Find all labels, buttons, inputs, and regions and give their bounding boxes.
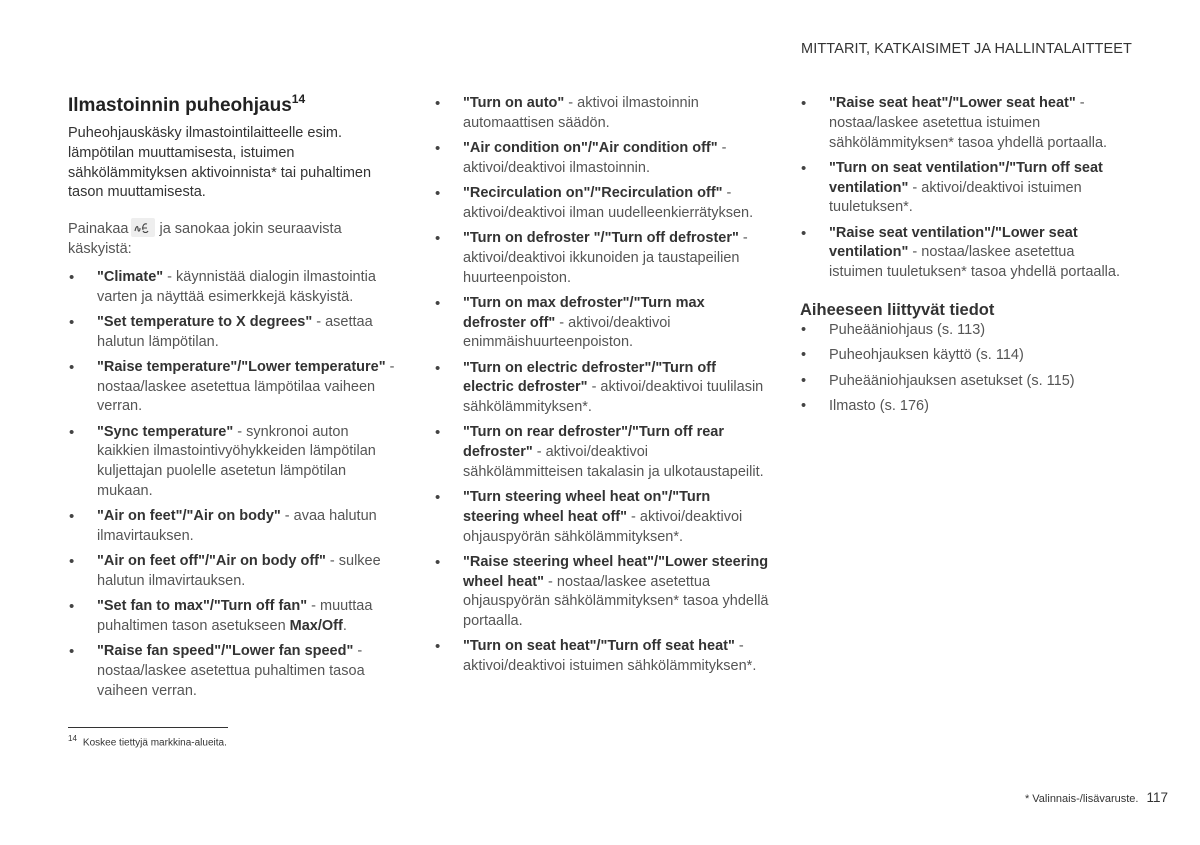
command-item [434,553,770,632]
command-item [434,294,770,353]
command-description: - nostaa/laskee asetettua puhaltimen tasoa vaiheen verran. [97,643,365,699]
command-item [68,313,400,353]
command-phrase: "Raise seat ventilation"/"Lower seat ventilation" [829,224,1078,261]
command-item [68,268,400,308]
page-footer [1025,790,1168,805]
optional-equipment-note: * Valinnais-/lisävaruste. [1024,793,1139,805]
command-list-1 [68,268,400,702]
column-2 [434,94,770,682]
command-description: - aktivoi/deaktivoi istuimen sähkölämmityksen*. [463,638,757,675]
command-description: - aktivoi/deaktivoi istuimen tuuletuksen*. [829,179,1082,216]
command-phrase: "Set fan to max"/"Turn off fan" [97,598,308,615]
command-phrase: "Climate" [97,268,164,285]
related-title: Aiheeseen liittyvät tiedot [800,300,995,319]
command-description: - muuttaa puhaltimen tason asetukseen [97,598,373,634]
command-phrase: "Turn steering wheel heat on"/"Turn steering wheel heat off" [463,489,711,525]
command-description: - nostaa/laskee asetettua ohjauspyörän sähkölämmityksen* tasoa yhdellä portaalla. [463,573,769,630]
command-item [434,359,770,418]
related-link[interactable]: • Puheohjauksen käyttö (s. 114) [800,346,1130,372]
command-description: - nostaa/laskee asetettua istuimen sähkölämmityksen* tasoa yhdellä portaalla. [829,95,1108,151]
command-description: - aktivoi/deaktivoi ilmastoinnin. [463,139,727,176]
command-item [434,139,770,179]
command-phrase: "Turn on rear defroster"/"Turn off rear defroster" [463,424,724,461]
command-item [434,184,770,224]
lead-after-icon: ja sanokaa jokin seuraavista käskyistä: [68,221,342,257]
section-title-text: Ilmastoinnin puheohjaus [68,95,292,116]
command-phrase: "Set temperature to X degrees" [97,313,313,330]
command-phrase: "Turn on seat heat"/"Turn off seat heat" [463,638,735,655]
related-list [800,321,1130,423]
command-list-2 [434,94,770,677]
command-item [68,358,400,417]
command-item [68,507,400,547]
column-3 [800,94,1130,423]
command-item [800,94,1130,153]
footnote-ref[interactable]: 14 [291,92,306,106]
command-description: - aktivoi/deaktivoi ilman uudelleenkierrätyksen. [463,184,754,221]
command-description: - aktivoi/deaktivoi enimmäishuurteenpoiston. [463,314,671,351]
command-list-3 [800,94,1130,283]
command-item [434,94,770,134]
footnote-number: 14 [68,734,77,743]
command-item [800,224,1130,283]
lead-before-icon: Painakaa [68,221,129,238]
footnote [68,734,227,748]
section-title [68,94,400,118]
command-description: - avaa halutun ilmavirtauksen. [97,508,377,544]
command-description: - aktivoi ilmastoinnin automaattisen säädön. [463,95,699,131]
command-phrase: "Recirculation on"/"Recirculation off" [463,184,723,201]
command-phrase: "Turn on max defroster"/"Turn max defroster off" [463,294,705,331]
command-setting: Max/Off [289,617,343,634]
command-phrase: "Air on feet off"/"Air on body off" [97,553,326,570]
column-1 [68,94,400,707]
command-description: - nostaa/laskee asetettua istuimen tuuletuksen* tasoa yhdellä portaalla. [829,244,1120,281]
running-header: MITTARIT, KATKAISIMET JA HALLINTALAITTEET [801,41,1132,57]
command-item [434,423,770,482]
command-phrase: "Air on feet"/"Air on body" [97,508,281,525]
related-link[interactable]: • Puheääniohjaus (s. 113) [800,321,1130,347]
command-phrase: "Raise seat heat"/"Lower seat heat" [829,95,1076,111]
command-item [68,597,400,637]
command-description: - käynnistää dialogin ilmastointia varten ja näyttää esimerkkejä käskyistä. [97,268,376,305]
command-phrase: "Sync temperature" [97,423,234,440]
intro-paragraph: Puheohjauskäsky ilmastointilaitteelle esim. lämpötilan muuttamisesta, istuimen sähkölämmityksen aktivoinnista* tai puhaltimen tason muuttamisesta. [68,125,372,201]
command-phrase: "Turn on electric defroster"/"Turn off electric defroster" [463,359,716,396]
lead-paragraph [68,218,400,260]
command-item [434,229,770,288]
command-description: - aktivoi/deaktivoi ikkunoiden ja taustapeilien huurteenpoiston. [463,229,748,286]
related-link[interactable]: • Ilmasto (s. 176) [800,397,1130,423]
command-description: - asettaa halutun lämpötilan. [97,313,373,350]
command-description: - synkronoi auton kaikkien ilmastointivyöhykkeiden lämpötilan kuljettajan puolelle asetetun lämpötilan mukaan. [97,423,376,499]
command-tail: . [342,617,347,634]
command-description: - aktivoi/deaktivoi tuulilasin sähkölämmityksen*. [463,379,764,416]
command-description: - sulkee halutun ilmavirtauksen. [97,553,381,589]
command-description: - aktivoi/deaktivoi ohjauspyörän sähkölämmityksen*. [463,508,743,545]
command-item [800,159,1130,218]
command-item [434,488,770,547]
command-phrase: "Air condition on"/"Air condition off" [463,139,718,156]
command-description: - nostaa/laskee asetettua lämpötilaa vaiheen verran. [97,358,395,415]
command-phrase: "Turn on auto" [463,95,565,111]
command-description: - aktivoi/deaktivoi sähkölämmitteisen takalasin ja ulkotaustapeilit. [463,444,764,480]
command-item [68,552,400,592]
footnote-rule [68,727,228,728]
page-number: 117 [1146,790,1168,805]
command-phrase: "Raise steering wheel heat"/"Lower steering wheel heat" [463,553,769,590]
command-phrase: "Turn on seat ventilation"/"Turn off seat ventilation" [829,159,1103,196]
command-phrase: "Turn on defroster "/"Turn off defroster" [463,229,739,246]
related-link[interactable]: • Puheääniohjauksen asetukset (s. 115) [800,372,1130,398]
voice-control-icon [131,218,155,237]
command-item [68,642,400,701]
command-phrase: "Raise fan speed"/"Lower fan speed" [97,643,354,660]
command-phrase: "Raise temperature"/"Lower temperature" [97,358,386,375]
footnote-text: Koskee tiettyjä markkina-alueita. [82,737,227,749]
command-item [434,637,770,677]
command-item [68,423,400,502]
